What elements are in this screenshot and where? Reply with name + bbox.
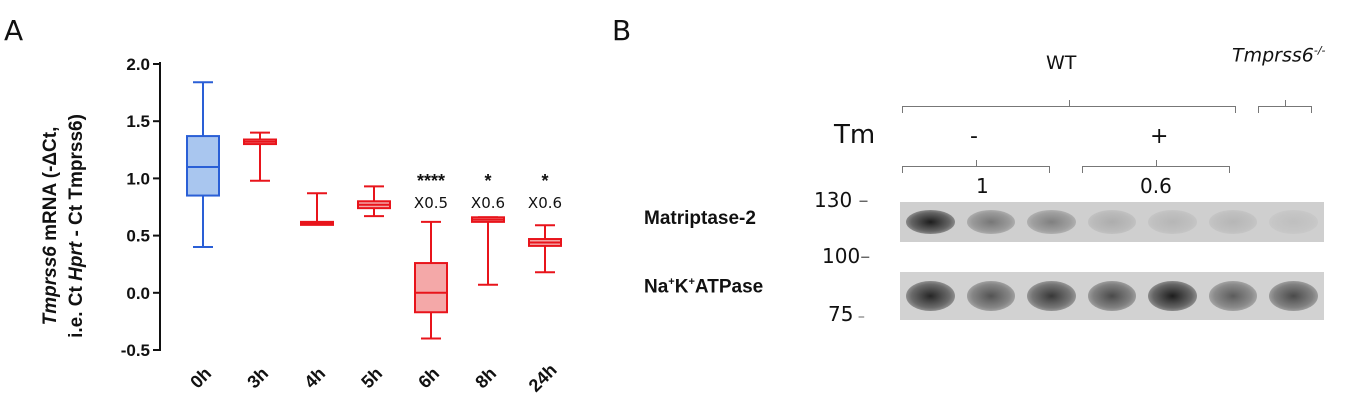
fold-change-label: X0.5 [413, 194, 449, 212]
knockout-superscript: -/- [1313, 44, 1326, 57]
knockout-gene: Tmprss6 [1232, 44, 1314, 67]
wt-bracket [902, 106, 1236, 107]
panel-a-letter: A [4, 14, 24, 47]
atpase-band [1088, 281, 1137, 311]
atpase-band [1148, 281, 1197, 311]
atpase-k-charge: + [688, 276, 695, 288]
significance-annotations [414, 171, 562, 212]
matriptase-band [1027, 210, 1076, 234]
fold-change-label: X0.6 [470, 194, 506, 212]
y-tick-label: -0.5 [120, 341, 150, 360]
y-axis-label [40, 114, 87, 338]
significance-stars: **** [416, 171, 446, 191]
matriptase-label: Matriptase-2 [644, 208, 756, 229]
tm-plus-label: + [1150, 124, 1169, 149]
significance-stars: * [541, 171, 549, 191]
box-6h [414, 222, 447, 392]
atpase-na: Na [644, 276, 669, 298]
box-iqr [415, 263, 447, 312]
x-tick-label: 4h [300, 363, 330, 393]
knockout-label [1232, 44, 1326, 66]
box-iqr [187, 136, 219, 195]
wt-label: WT [1046, 52, 1077, 74]
panel-b-letter: B [612, 14, 632, 47]
mw-75: 75 – [828, 302, 865, 326]
matriptase-band [1088, 210, 1137, 234]
atpase-label [644, 276, 763, 298]
atpase-band [1269, 281, 1318, 311]
significance-stars: * [484, 171, 492, 191]
y-tick-label: 2.0 [126, 55, 150, 74]
ratio-minus-label: 1 [976, 174, 989, 198]
matriptase-band [1209, 210, 1258, 234]
ratio-plus-label: 0.6 [1140, 174, 1172, 198]
atpase-band [967, 281, 1016, 311]
y-tick-label: 1.5 [126, 112, 150, 132]
tm-minus-bracket [902, 166, 1050, 167]
atpase-k: K [674, 276, 689, 298]
x-tick-label: 8h [471, 363, 501, 393]
y-tick-label: 0.5 [126, 226, 150, 246]
mw-130: 130 – [814, 188, 869, 212]
matriptase-band [1148, 210, 1197, 234]
matriptase-band [967, 210, 1016, 234]
atpase-band [1209, 281, 1258, 311]
atpase-blot [900, 272, 1324, 320]
atpase-band [906, 281, 955, 311]
tm-label: Tm [834, 120, 876, 150]
tm-plus-bracket [1082, 166, 1230, 167]
matriptase-blot [900, 202, 1324, 242]
y-tick-label: 0.0 [126, 283, 150, 303]
panel-a-boxplot [0, 0, 620, 420]
x-tick-label: 3h [243, 363, 273, 393]
atpase-name: ATPase [694, 276, 764, 298]
box-8h [471, 217, 504, 392]
x-tick-label: 5h [357, 363, 387, 393]
atpase-band [1027, 281, 1076, 311]
y-axis-label-line2: i.e. Ct Hprt - Ct Tmprss6) [66, 114, 87, 338]
x-tick-label: 24h [524, 359, 561, 396]
fold-change-label: X0.6 [527, 194, 563, 212]
box-5h [357, 186, 390, 392]
y-axis-label-line1: Tmprss6 mRNA (-ΔCt, [40, 126, 61, 326]
tm-minus-label: - [970, 124, 978, 149]
ko-bracket [1258, 106, 1312, 107]
box-3h [243, 133, 276, 393]
axes [121, 55, 160, 360]
box-0h [186, 82, 219, 392]
x-tick-label: 6h [414, 363, 444, 393]
boxes [186, 82, 561, 395]
box-4h [300, 193, 333, 392]
matriptase-band [1269, 210, 1318, 234]
matriptase-band [906, 210, 955, 234]
box-24h [525, 225, 561, 395]
atpase-na-charge: + [668, 276, 675, 288]
x-tick-label: 0h [186, 363, 216, 393]
y-tick-label: 1.0 [126, 169, 150, 189]
mw-100: 100– [822, 244, 871, 268]
